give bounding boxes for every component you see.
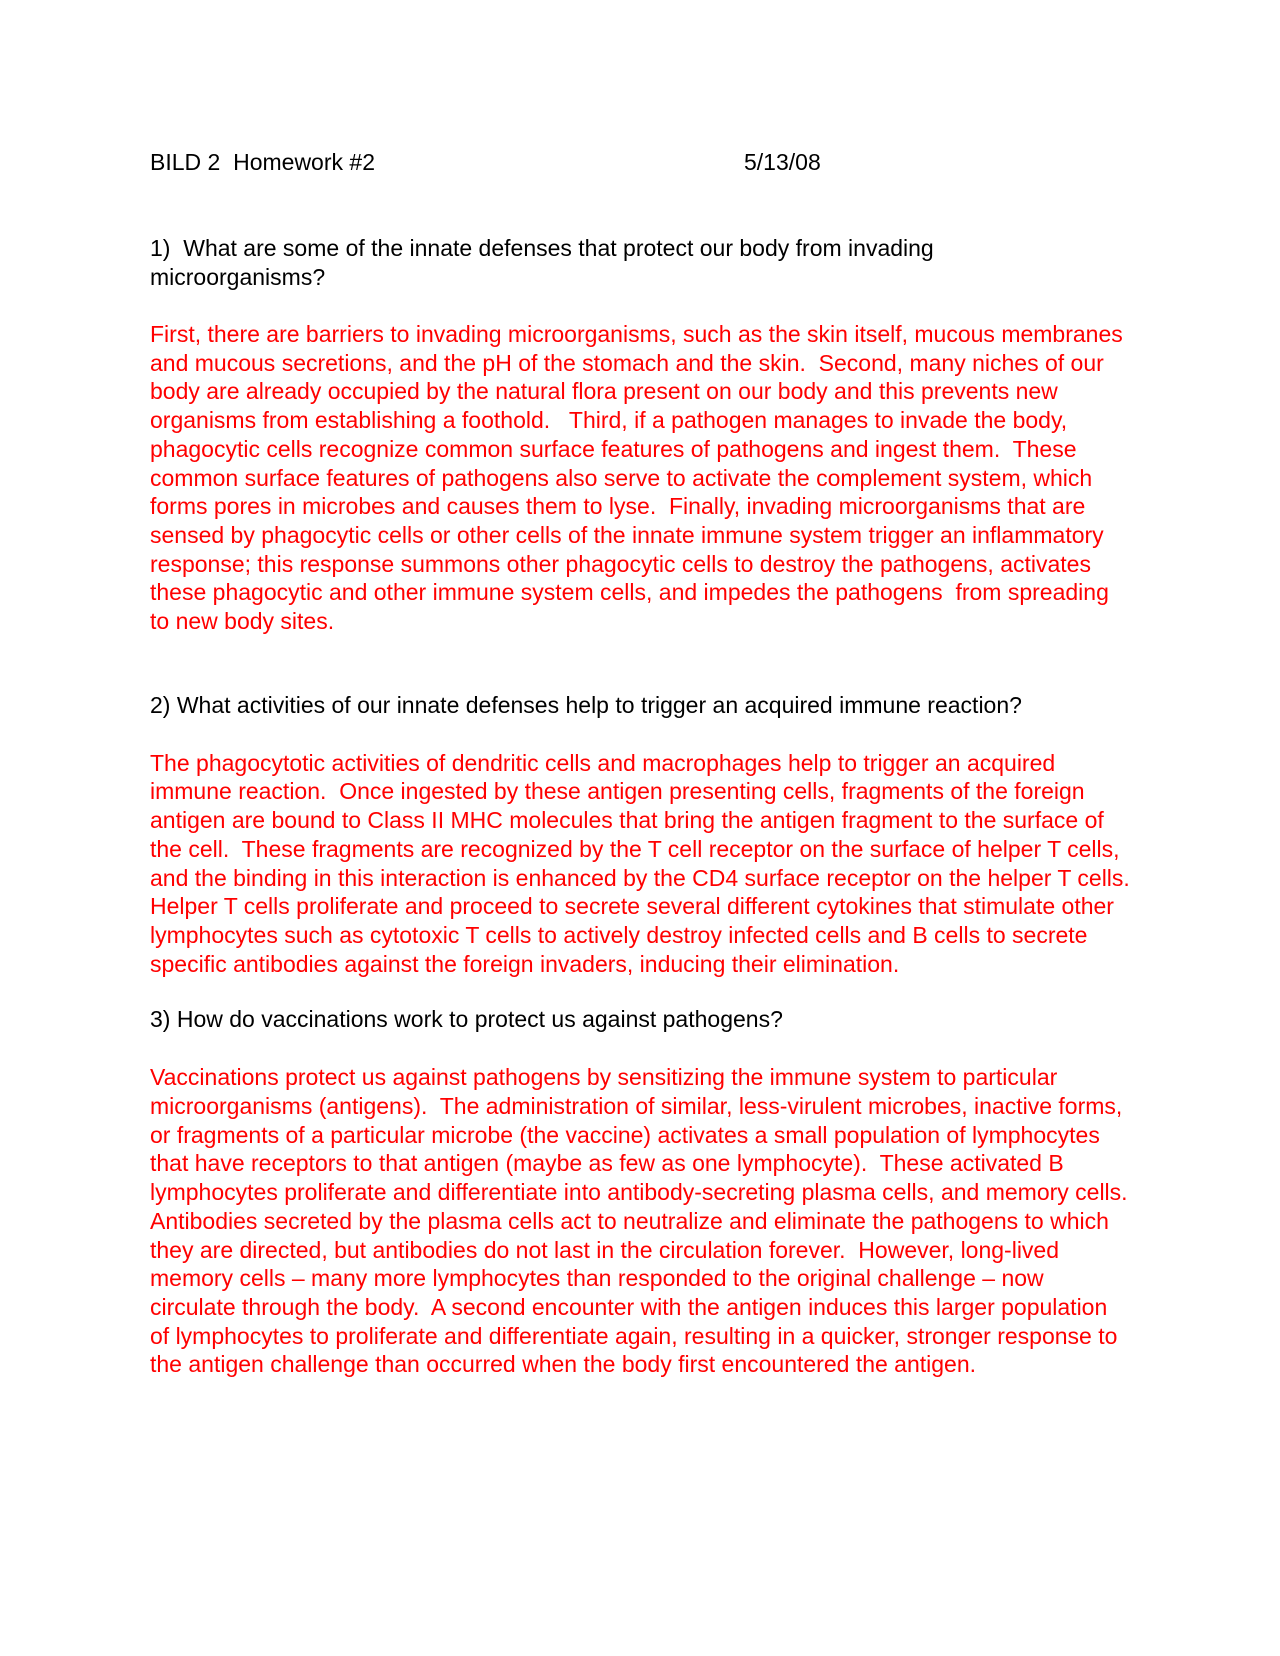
answer-1: First, there are barriers to invading microorganisms, such as the skin itself, mucous membranes and mucous secretions, and the pH of the stomach and the skin. Second, many niches of our body are already occupied by the natural flora present on our body and this prevents new organisms from establishing a foothold. Third, if a pathogen manages to invade the body, phagocytic cells recognize common surface features of pathogens and ingest them. These common surface features of pathogens also serve to activate the complement system, which forms pores in microbes and causes them to lyse. Finally, invading microorganisms that are sensed by phagocytic cells or other cells of the innate immune system trigger an inflammatory response; this response summons other phagocytic cells to destroy the pathogens, activates these phagocytic and other immune system cells, and impedes the pathogens from spreading to new body sites. <box>150 321 1130 635</box>
document-header <box>150 148 1130 178</box>
question-3: 3) How do vaccinations work to protect us against pathogens? <box>150 1006 783 1033</box>
document-page <box>150 148 1143 1379</box>
question-2: 2) What activities of our innate defenses help to trigger an acquired immune reaction? <box>150 691 1022 718</box>
answer-3: Vaccinations protect us against pathogens by sensitizing the immune system to particular microorganisms (antigens). The administration of similar, less-virulent microbes, inactive forms, or fragments of a particular microbe (the vaccine) activates a small population of lymphocytes that have receptors to that antigen (maybe as few as one lymphocyte). These activated B lymphocytes proliferate and differentiate into antibody-secreting plasma cells, and memory cells. Antibodies secreted by the plasma cells act to neutralize and eliminate the pathogens to which they are directed, but antibodies do not last in the circulation forever. However, long-lived memory cells – many more lymphocytes than responded to the original challenge – now circulate through the body. A second encounter with the antigen induces this larger population of lymphocytes to proliferate and differentiate again, resulting in a quicker, stronger response to the antigen challenge than occurred when the body first encountered the antigen. <box>150 1064 1133 1378</box>
homework-date: 5/13/08 <box>744 149 821 175</box>
question-1: 1) What are some of the innate defenses that protect our body from invading microorganisms? <box>150 235 941 290</box>
homework-title: BILD 2 Homework #2 <box>150 149 375 175</box>
answer-2: The phagocytotic activities of dendritic cells and macrophages help to trigger an acquired immune reaction. Once ingested by these antigen presenting cells, fragments of the foreign antigen are bound to Class II MHC molecules that bring the antigen fragment to the surface of the cell. These fragments are recognized by the T cell receptor on the surface of helper T cells, and the binding in this interaction is enhanced by the CD4 surface receptor on the helper T cells. Helper T cells proliferate and proceed to secrete several different cytokines that stimulate other lymphocytes such as cytotoxic T cells to actively destroy infected cells and B cells to secrete specific antibodies against the foreign invaders, inducing their elimination. <box>150 749 1143 977</box>
